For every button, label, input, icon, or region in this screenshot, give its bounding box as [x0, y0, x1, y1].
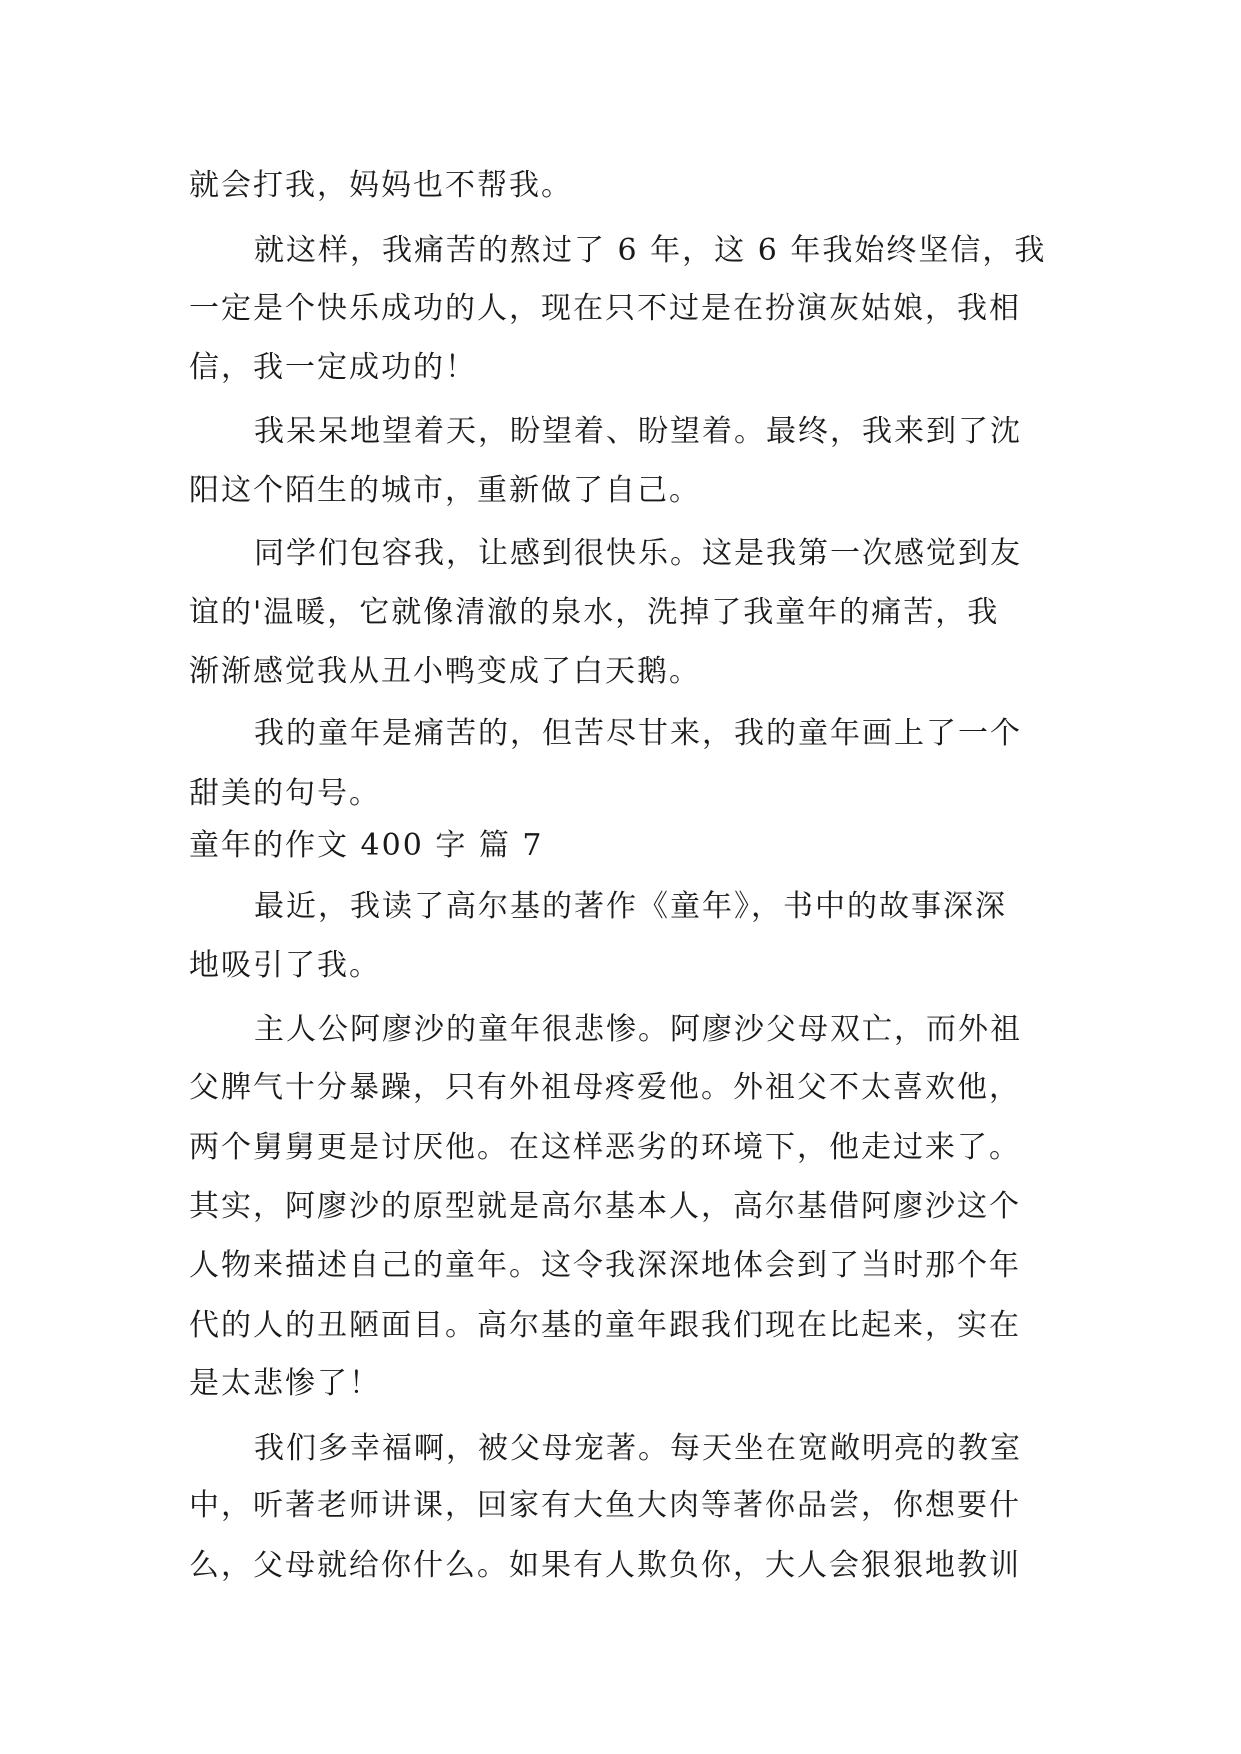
text-line: 是太悲惨了！ [189, 1366, 381, 1401]
text-line: 代的人的丑陋面目。高尔基的童年跟我们现在比起来，实在 [189, 1308, 1021, 1343]
text-line: 其实，阿廖沙的原型就是高尔基本人，高尔基借阿廖沙这个 [189, 1189, 1021, 1224]
text-line: 我的童年是痛苦的，但苦尽甘来，我的童年画上了一个 [254, 716, 1022, 751]
text-line: 我呆呆地望着天，盼望着、盼望着。最终，我来到了沈 [254, 414, 1022, 449]
text-line: 就会打我，妈妈也不帮我。 [189, 168, 573, 203]
text-line: 么，父母就给你什么。如果有人欺负你，大人会狠狠地教训 [189, 1548, 1021, 1583]
text-line: 地吸引了我。 [189, 948, 381, 983]
text-line: 信，我一定成功的！ [189, 350, 477, 385]
text-line: 中，听著老师讲课，回家有大鱼大肉等著你品尝，你想要什 [189, 1488, 1021, 1523]
text-line: 渐渐感觉我从丑小鸭变成了白天鹅。 [189, 654, 701, 689]
text-line: 主人公阿廖沙的童年很悲惨。阿廖沙父母双亡，而外祖 [254, 1012, 1022, 1047]
text-line: 甜美的句号。 [189, 776, 381, 811]
text-line: 两个舅舅更是讨厌他。在这样恶劣的环境下，他走过来了。 [189, 1130, 1021, 1165]
text-line: 谊的'温暖，它就像清澈的泉水，洗掉了我童年的痛苦，我 [189, 595, 1000, 630]
text-line: 阳这个陌生的城市，重新做了自己。 [189, 473, 701, 508]
section-heading: 童年的作文 400 字 篇 7 [189, 828, 544, 863]
text-line: 同学们包容我，让感到很快乐。这是我第一次感觉到友 [254, 536, 1022, 571]
text-line: 就这样，我痛苦的熬过了 6 年，这 6 年我始终坚信，我 [254, 233, 1047, 268]
text-line: 人物来描述自己的童年。这令我深深地体会到了当时那个年 [189, 1248, 1021, 1283]
text-line: 父脾气十分暴躁，只有外祖母疼爱他。外祖父不太喜欢他， [189, 1070, 1021, 1105]
text-line: 一定是个快乐成功的人，现在只不过是在扮演灰姑娘，我相 [189, 291, 1021, 326]
text-line: 最近，我读了高尔基的著作《童年》，书中的故事深深 [254, 889, 1007, 924]
text-line: 我们多幸福啊，被父母宠著。每天坐在宽敞明亮的教室 [254, 1431, 1022, 1466]
